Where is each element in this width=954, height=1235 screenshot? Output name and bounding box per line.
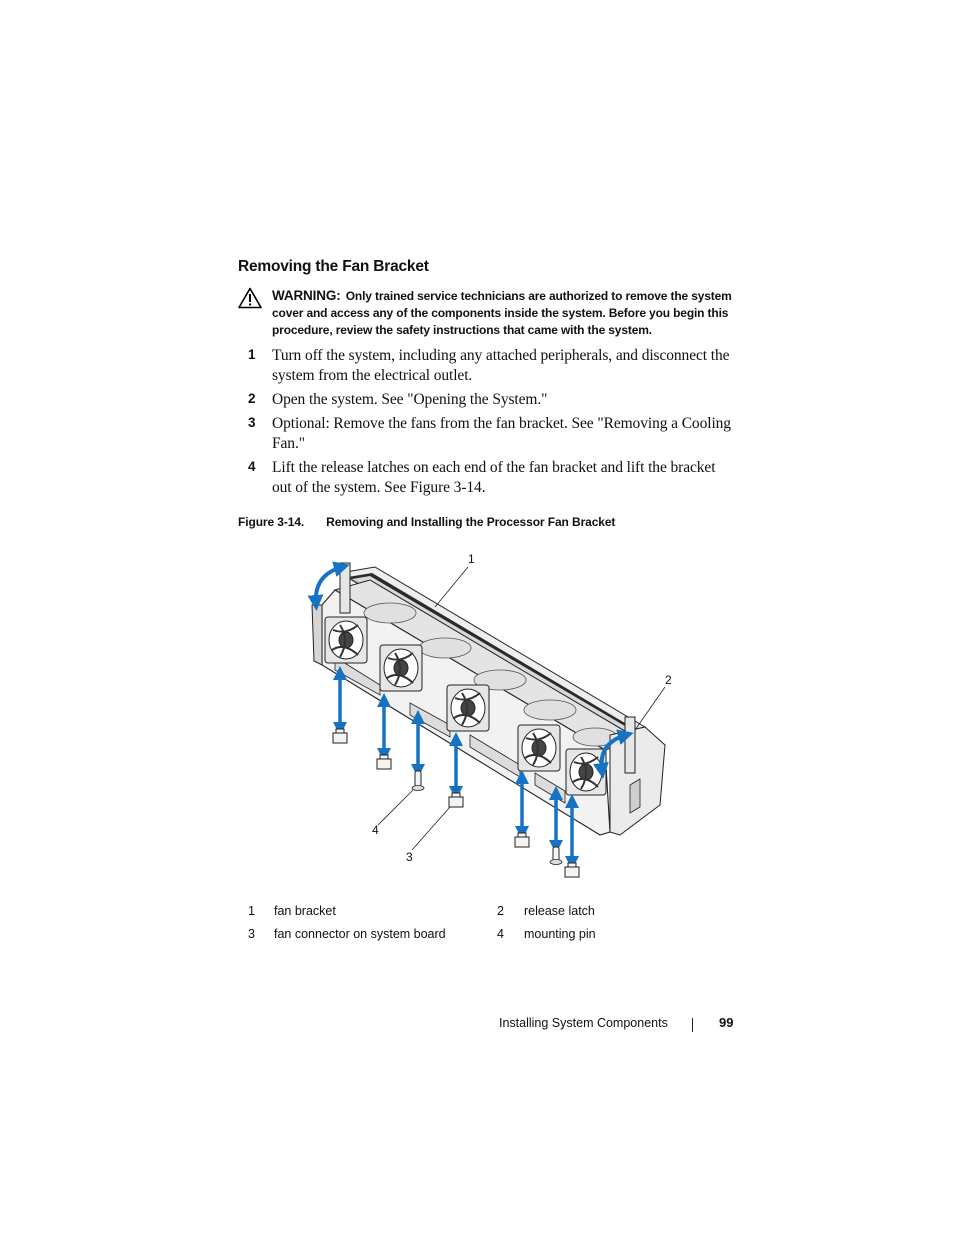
page-number: 99 <box>719 1015 734 1030</box>
legend-num: 2 <box>497 904 504 918</box>
step-text: Turn off the system, including any attached peripherals, and disconnect the system from the electrical outlet. <box>272 347 730 384</box>
legend-row <box>238 927 738 950</box>
figure-title: Removing and Installing the Processor Fan Bracket <box>326 515 616 529</box>
step-2 <box>238 390 738 410</box>
step-number: 1 <box>248 347 256 362</box>
release-latch-left <box>340 563 350 613</box>
legend-num: 1 <box>248 904 255 918</box>
release-latch-right <box>625 717 635 773</box>
warning-notice <box>238 287 738 339</box>
legend-label: mounting pin <box>524 927 596 941</box>
legend-num: 4 <box>497 927 504 941</box>
legend-num: 3 <box>248 927 255 941</box>
legend-row <box>238 904 738 927</box>
callout-2: 2 <box>665 673 672 687</box>
footer-chapter: Installing System Components <box>499 1016 668 1030</box>
figure-caption <box>238 515 615 529</box>
step-1 <box>238 346 738 386</box>
callout-3: 3 <box>406 850 413 864</box>
warning-label: WARNING: <box>272 288 341 303</box>
warning-text <box>272 287 738 339</box>
fan-bracket-illustration <box>300 545 700 890</box>
callout-4: 4 <box>372 823 379 837</box>
figure-legend <box>238 904 738 950</box>
footer-separator <box>692 1018 693 1032</box>
step-text: Lift the release latches on each end of the fan bracket and lift the bracket out of the system. See Figure 3-14. <box>272 459 716 496</box>
step-number: 3 <box>248 415 256 430</box>
legend-label: release latch <box>524 904 595 918</box>
step-3 <box>238 414 738 454</box>
warning-body: Only trained service technicians are authorized to remove the system cover and access any of the components inside the system. Before you begin this procedure, review the safety instructions that came with the system. <box>272 289 732 337</box>
step-number: 2 <box>248 391 256 406</box>
step-4 <box>238 458 738 498</box>
figure-number: Figure 3-14. <box>238 515 305 529</box>
legend-label: fan connector on system board <box>274 927 446 941</box>
callout-1: 1 <box>468 552 475 566</box>
section-title: Removing the Fan Bracket <box>238 258 429 275</box>
step-number: 4 <box>248 459 256 474</box>
legend-label: fan bracket <box>274 904 336 918</box>
step-text: Open the system. See "Opening the System." <box>272 391 548 408</box>
warning-triangle-icon <box>238 287 262 309</box>
step-text: Optional: Remove the fans from the fan bracket. See "Removing a Cooling Fan." <box>272 415 731 452</box>
